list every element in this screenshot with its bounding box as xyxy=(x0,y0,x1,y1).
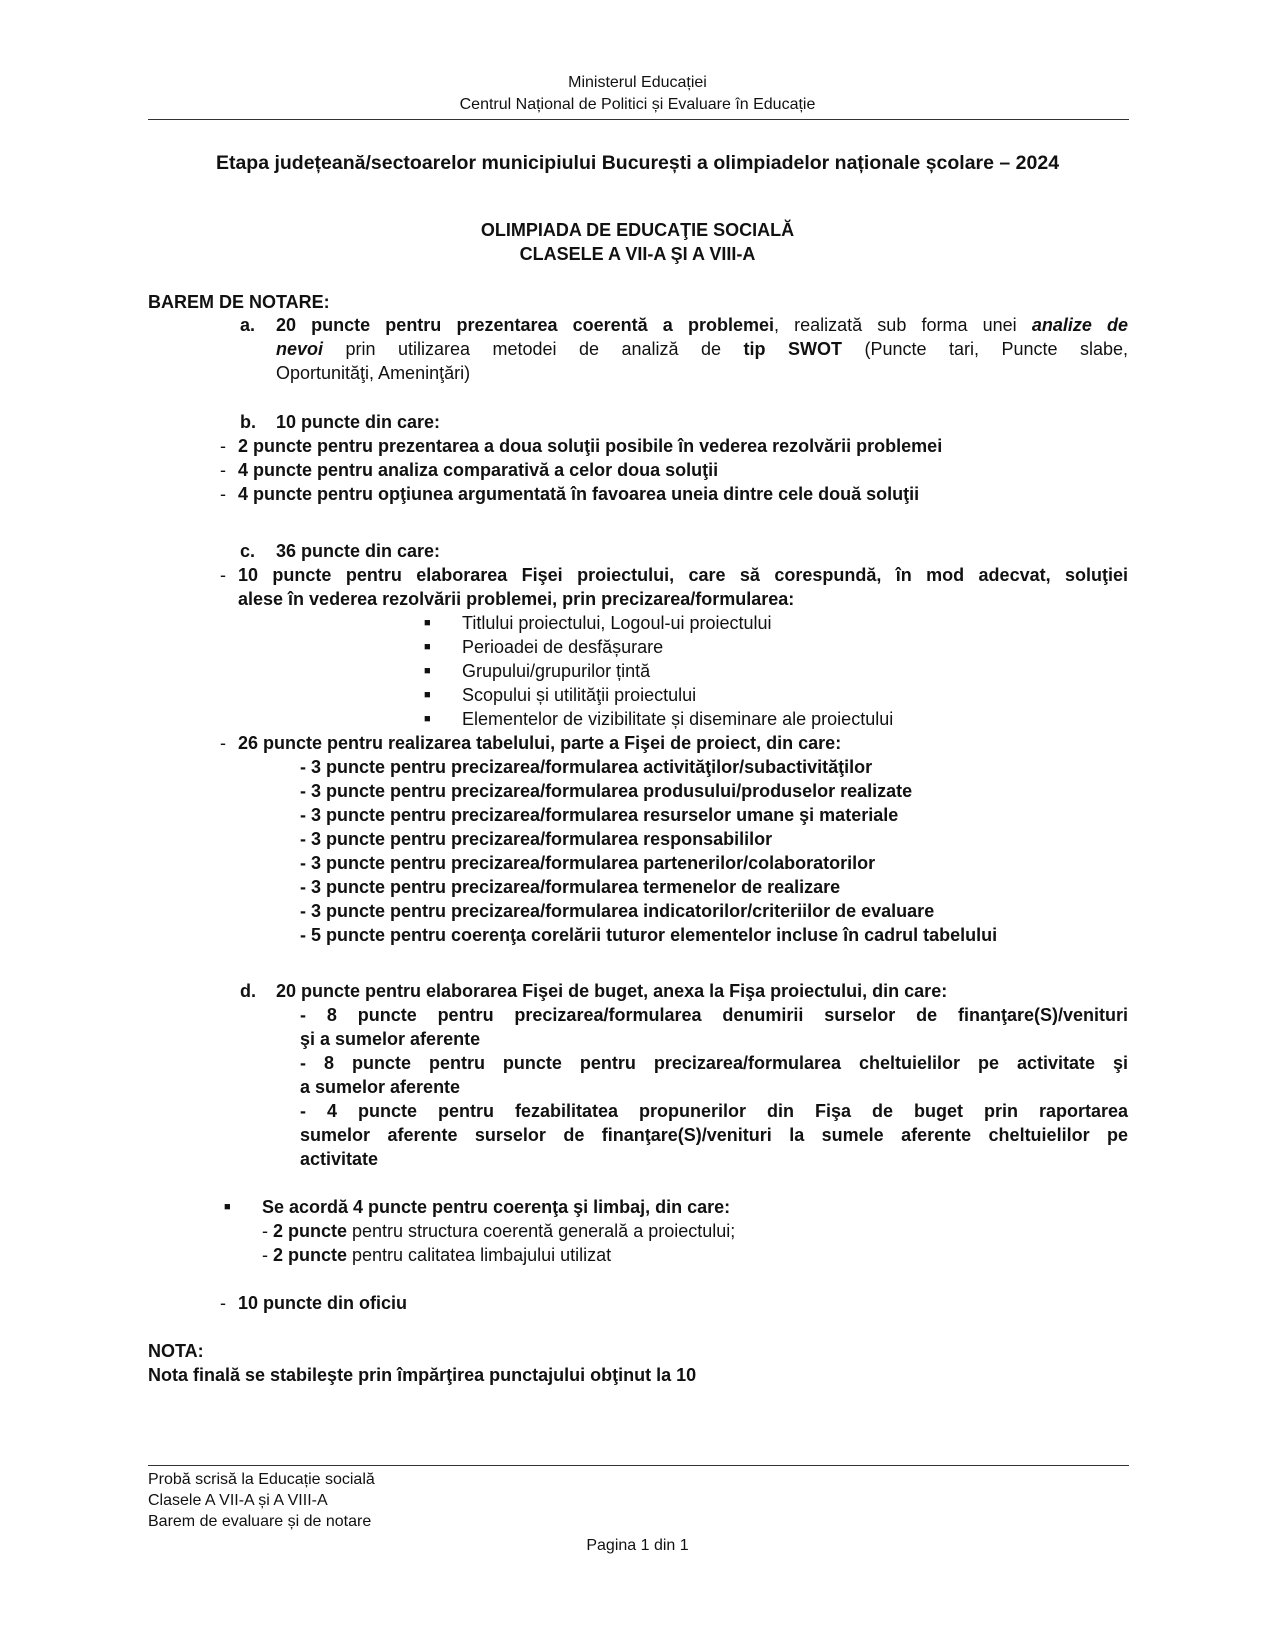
header-divider xyxy=(148,119,1129,120)
table-criterion: - 5 puncte pentru coerenţa corelării tuturor elementelor incluse în cadrul tabelului xyxy=(300,925,998,945)
budget-item2-line1: - 8 puncte pentru puncte pentru precizarea/formularea cheltuielilor pe activitate şi xyxy=(300,1053,1128,1073)
budget-item1-line2: şi a sumelor aferente xyxy=(300,1029,481,1049)
page-title: Etapa județeană/sectoarelor municipiului București a olimpiadelor naționale școlare – 2024 xyxy=(215,152,1060,174)
oficiu-points: 10 puncte din oficiu xyxy=(238,1293,408,1313)
budget-item3-line2: sumelor aferente surselor de finanţare(S)/venituri la sumele aferente cheltuielilor pe xyxy=(300,1125,1128,1145)
project-element: Grupului/grupurilor țintă xyxy=(462,661,651,681)
section-c-item1-line2: alese în vederea rezolvării problemei, prin precizarea/formularea: xyxy=(238,589,795,609)
budget-item3-line3: activitate xyxy=(300,1149,379,1169)
section-a-bolditalic2: nevoi xyxy=(276,339,324,359)
section-b-heading: 10 puncte din care: xyxy=(276,412,441,432)
dash-marker: - xyxy=(220,460,226,480)
page-number: Pagina 1 din 1 xyxy=(586,1537,689,1554)
coherence-desc: pentru calitatea limbajului utilizat xyxy=(347,1245,612,1265)
square-bullet-icon: ■ xyxy=(424,665,431,677)
olympiad-title: OLIMPIADA DE EDUCAŢIE SOCIALĂ xyxy=(480,220,795,240)
section-a-bolditalic1: analize de xyxy=(1031,315,1128,335)
square-bullet-icon: ■ xyxy=(224,1201,231,1213)
section-a-text2: prin utilizarea metodei de analiză de xyxy=(323,339,744,359)
dash-marker: - xyxy=(220,436,226,456)
nota-text: Nota finală se stabileşte prin împărţirea punctajului obţinut la 10 xyxy=(148,1365,697,1385)
header-ministry: Ministerul Educației xyxy=(568,74,707,91)
section-a-bold1: 20 puncte pentru prezentarea coerentă a problemei xyxy=(276,315,774,335)
footer-line1: Probă scrisă la Educație socială xyxy=(148,1471,375,1488)
budget-item3-line1: - 4 puncte pentru fezabilitatea propunerilor din Fişa de buget prin raportarea xyxy=(300,1101,1128,1121)
table-criterion: - 3 puncte pentru precizarea/formularea produsului/produselor realizate xyxy=(300,781,913,801)
table-criterion: - 3 puncte pentru precizarea/formularea termenelor de realizare xyxy=(300,877,841,897)
section-c-letter: c. xyxy=(240,541,256,561)
section-a-line3: Oportunităţi, Ameninţări) xyxy=(276,363,471,383)
section-a-line1 xyxy=(276,313,1128,337)
coherence-desc: pentru structura coerentă generală a proiectului; xyxy=(347,1221,736,1241)
table-criterion: - 3 puncte pentru precizarea/formularea indicatorilor/criteriilor de evaluare xyxy=(300,901,935,921)
section-d-heading: 20 puncte pentru elaborarea Fişei de buget, anexa la Fişa proiectului, din care: xyxy=(276,981,948,1001)
budget-item1-line1: - 8 puncte pentru precizarea/formularea denumirii surselor de finanţare(S)/venituri xyxy=(300,1005,1128,1025)
footer-divider xyxy=(148,1465,1129,1466)
section-a-text1: , realizată sub forma unei xyxy=(773,315,1032,335)
footer-line3: Barem de evaluare și de notare xyxy=(148,1513,372,1530)
project-element: Perioadei de desfășurare xyxy=(462,637,664,657)
table-criterion: - 3 puncte pentru precizarea/formularea activităţilor/subactivităţilor xyxy=(300,757,873,777)
table-criterion: - 3 puncte pentru precizarea/formularea resurselor umane şi materiale xyxy=(300,805,899,825)
dash-marker: - xyxy=(220,1293,226,1313)
coherence-heading: Se acordă 4 puncte pentru coerenţa şi limbaj, din care: xyxy=(262,1197,731,1217)
project-element: Scopului și utilităţii proiectului xyxy=(462,685,697,705)
section-a-letter: a. xyxy=(240,315,256,335)
section-a-bold2: tip SWOT xyxy=(743,339,842,359)
section-b-item: 4 puncte pentru opţiunea argumentată în favoarea uneia dintre cele două soluţii xyxy=(238,484,920,504)
footer-line2: Clasele A VII-A și A VIII-A xyxy=(148,1492,328,1509)
coherence-item-language: - 2 puncte pentru calitatea limbajului utilizat xyxy=(262,1245,612,1265)
section-b-letter: b. xyxy=(240,412,256,432)
section-c-item1-line1: 10 puncte pentru elaborarea Fişei proiectului, care să corespundă, în mod adecvat, soluţiei xyxy=(238,565,1128,585)
project-element: Titlului proiectului, Logoul-ui proiectului xyxy=(462,613,772,633)
dash-marker: - xyxy=(220,733,226,753)
square-bullet-icon: ■ xyxy=(424,713,431,725)
section-a-text3: (Puncte tari, Puncte slabe, xyxy=(841,339,1128,359)
section-d-letter: d. xyxy=(240,981,256,1001)
coherence-points: 2 puncte xyxy=(273,1221,348,1241)
section-b-item: 4 puncte pentru analiza comparativă a celor doua soluţii xyxy=(238,460,719,480)
section-a-line2 xyxy=(276,337,1128,361)
table-criterion: - 3 puncte pentru precizarea/formularea responsabililor xyxy=(300,829,773,849)
coherence-points: 2 puncte xyxy=(273,1245,348,1265)
project-element: Elementelor de vizibilitate și diseminare ale proiectului xyxy=(462,709,894,729)
dash-marker: - xyxy=(220,565,226,585)
coherence-item-structure: - 2 puncte pentru structura coerentă generală a proiectului; xyxy=(262,1221,736,1241)
section-c-heading: 36 puncte din care: xyxy=(276,541,441,561)
square-bullet-icon: ■ xyxy=(424,641,431,653)
section-c-item2: 26 puncte pentru realizarea tabelului, parte a Fişei de proiect, din care: xyxy=(238,733,842,753)
header-center: Centrul Național de Politici și Evaluare în Educație xyxy=(459,96,816,113)
table-criterion: - 3 puncte pentru precizarea/formularea partenerilor/colaboratorilor xyxy=(300,853,876,873)
grades-title: CLASELE A VII-A ŞI A VIII-A xyxy=(519,244,756,264)
square-bullet-icon: ■ xyxy=(424,689,431,701)
nota-label: NOTA: xyxy=(148,1341,204,1361)
budget-item2-line2: a sumelor aferente xyxy=(300,1077,461,1097)
section-b-item: 2 puncte pentru prezentarea a doua soluţii posibile în vederea rezolvării problemei xyxy=(238,436,943,456)
barem-label: BAREM DE NOTARE: xyxy=(148,292,330,312)
square-bullet-icon: ■ xyxy=(424,617,431,629)
dash-marker: - xyxy=(220,484,226,504)
